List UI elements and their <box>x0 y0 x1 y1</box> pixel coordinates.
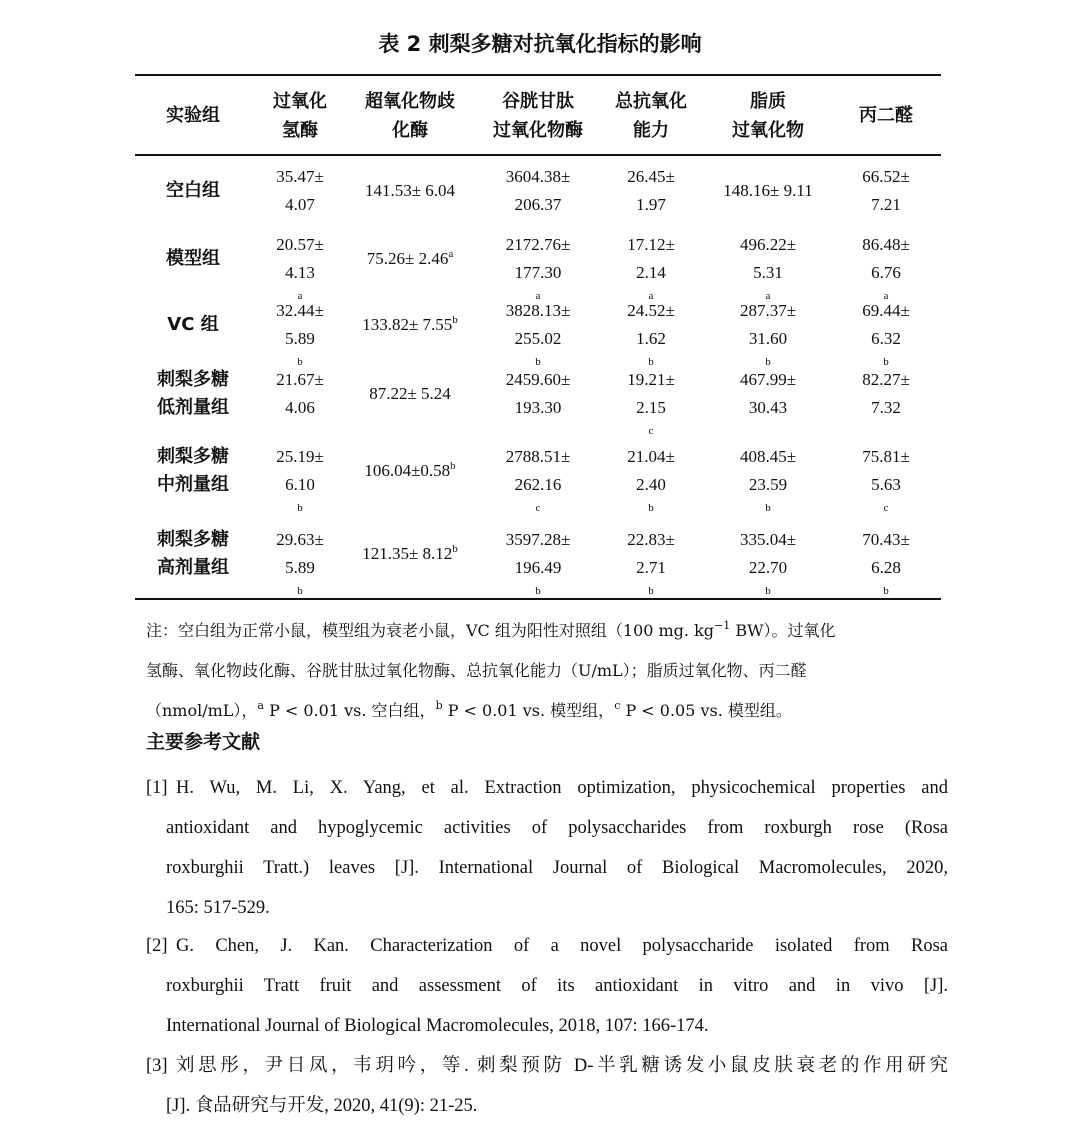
table-cell: 70.43± 6.28 $^b$ <box>862 530 910 597</box>
reference-line: [J]. 食品研究与开发, 2020, 41(9): 21-25. <box>166 1096 478 1116</box>
table-caption: 表 2 刺梨多糖对抗氧化指标的影响 <box>378 32 702 56</box>
table-cell: 133.82± 7.55$^b$ <box>362 314 458 334</box>
table-cell: 2459.60± 193.30 <box>505 370 571 417</box>
table-top-rule <box>135 74 941 76</box>
reference-item <box>146 926 948 1046</box>
table-cell: 287.37± 31.60 $^b$ <box>739 301 797 368</box>
table-cell: 17.12± 2.14 $^a$ <box>627 235 675 302</box>
header-group: 实验组 <box>166 105 220 126</box>
table-cell: 121.35± 8.12$^b$ <box>362 543 458 563</box>
header-sod: 超氧化物歧 化酶 <box>365 91 455 141</box>
reference-line: G. Chen, J. Kan. Characterization of a novel polysaccharide isolated from Rosa <box>176 936 948 956</box>
references-heading: 主要参考文献 <box>146 731 261 753</box>
header-lipid-peroxide: 脂质 过氧化物 <box>732 91 804 141</box>
table-cell: 82.27± 7.32 <box>862 370 910 417</box>
table-cell: 75.26± 2.46$^a$ <box>366 248 454 268</box>
table-cell: 24.52± 1.62 $^b$ <box>627 301 675 368</box>
table-header-rule <box>135 154 941 156</box>
reference-number: [2] <box>146 936 168 956</box>
reference-line: roxburghii Tratt fruit and assessment of its antioxidant in vitro and in vivo [J]. <box>166 976 948 996</box>
reference-line: roxburghii Tratt.) leaves [J]. International Journal of Biological Macromolecules, 2020, <box>166 858 948 878</box>
table-note: 注：空白组为正常小鼠，模型组为衰老小鼠，VC 组为阳性对照组（100 mg. $kg^{-1}$ BW）。过氧化 氢酶、氧化物歧化酶、谷胱甘肽过氧化物酶、总抗氧化能力（U/mL）；脂质过氧化物、丙二醛 （nmol/mL），$^a$ P < 0.01 vs. 空白组，$^b$ P < 0.01 vs. 模型组，$^c$ P < 0.05 vs. 模型组。 <box>146 619 836 720</box>
table-cell: 21.04± 2.40 $^b$ <box>627 447 675 514</box>
table-cell: 20.57± 4.13 $^a$ <box>276 235 324 302</box>
table-cell: 141.53± 6.04 <box>364 181 456 200</box>
table-cell: 22.83± 2.71 $^b$ <box>627 530 675 597</box>
table-cell: 86.48± 6.76 $^a$ <box>862 235 910 302</box>
table-cell: 75.81± 5.63 $^c$ <box>862 447 910 514</box>
row-group-label: 刺梨多糖 中剂量组 <box>157 446 229 495</box>
reference-item <box>146 768 948 928</box>
table-cell: 408.45± 23.59 $^b$ <box>739 447 797 514</box>
row-group-label: 刺梨多糖 低剂量组 <box>157 369 229 418</box>
reference-line: International Journal of Biological Macromolecules, 2018, 107: 166-174. <box>166 1016 709 1036</box>
table-cell: 2788.51± 262.16 $^c$ <box>505 447 571 514</box>
row-group-label: 空白组 <box>166 180 220 201</box>
table-cell: 2172.76± 177.30 $^a$ <box>505 235 571 302</box>
table-cell: 106.04±0.58$^b$ <box>364 460 456 480</box>
header-tac: 总抗氧化 能力 <box>615 91 687 141</box>
table-cell: 32.44± 5.89 $^b$ <box>276 301 324 368</box>
table-cell: 467.99± 30.43 <box>739 370 797 417</box>
row-group-label: VC 组 <box>167 314 219 335</box>
reference-line: 刘思彤，尹日凤，韦玥吟，等. 刺梨预防 D-半乳糖诱发小鼠皮肤衰老的作用研究 <box>176 1056 948 1076</box>
reference-number: [3] <box>146 1056 168 1076</box>
table-cell: 66.52± 7.21 <box>862 167 910 214</box>
table-cell: 69.44± 6.32 $^b$ <box>862 301 910 368</box>
table-cell: 21.67± 4.06 <box>276 370 324 417</box>
reference-item <box>146 1046 948 1126</box>
table-cell: 35.47± 4.07 <box>276 167 324 214</box>
table-cell: 26.45± 1.97 <box>627 167 675 214</box>
table-cell: 148.16± 9.11 <box>723 181 813 200</box>
reference-line: H. Wu, M. Li, X. Yang, et al. Extraction optimization, physicochemical properties and <box>176 778 948 798</box>
row-group-label: 刺梨多糖 高剂量组 <box>157 529 229 578</box>
table-cell: 19.21± 2.15 $^c$ <box>627 370 675 437</box>
table-cell: 3604.38± 206.37 <box>505 167 571 214</box>
table-cell: 87.22± 5.24 <box>369 384 451 403</box>
table-cell: 29.63± 5.89 $^b$ <box>276 530 324 597</box>
header-catalase: 过氧化 氢酶 <box>273 91 327 141</box>
reference-number: [1] <box>146 778 168 798</box>
reference-line: antioxidant and hypoglycemic activities of polysaccharides from roxburgh rose (Rosa <box>166 818 948 838</box>
table-cell: 3597.28± 196.49 $^b$ <box>505 530 571 597</box>
reference-line: 165: 517-529. <box>166 898 270 918</box>
row-group-label: 模型组 <box>166 248 220 269</box>
table-cell: 3828.13± 255.02 $^b$ <box>505 301 571 368</box>
header-gpx: 谷胱甘肽 过氧化物酶 <box>493 91 583 141</box>
table-cell: 25.19± 6.10 $^b$ <box>276 447 324 514</box>
table-cell: 496.22± 5.31 $^a$ <box>739 235 797 302</box>
header-mda: 丙二醛 <box>859 105 913 126</box>
table-cell: 335.04± 22.70 $^b$ <box>739 530 797 597</box>
